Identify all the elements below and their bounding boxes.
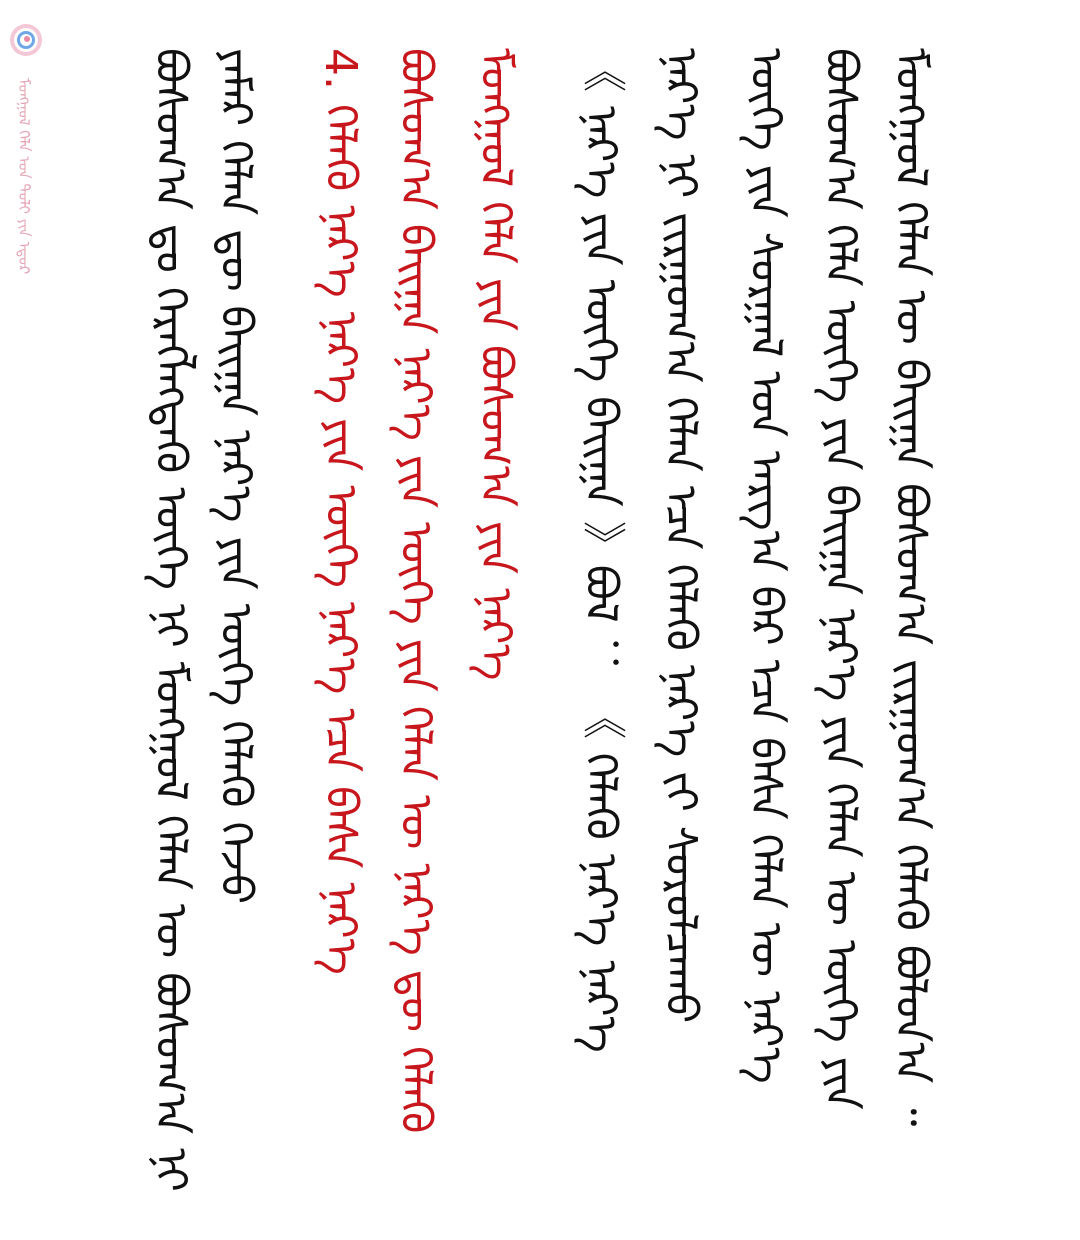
- text-column-4: ᠪᠣᠰᠣᠭ᠎ᠠ ᠪᠠᠢᠭᠠ ᠨᠡᠷ᠎ᠡ ᠶᠢᠨ ᠦᠭᠡ ᠶᠢᠨ ᠬᠡᠯᠡᠨ ᠦ ᠨᠡᠷ᠎ᠡ ᠳᠦ ᠬᠡᠯᠡᠬᠦ: [390, 48, 441, 1134]
- logo-icon: [8, 22, 44, 58]
- text-column-2: ᠶᠠᠮᠠᠷ ᠬᠡᠯᠡᠨ ᠳᠦ ᠪᠠᠢᠭᠠ ᠨᠡᠷ᠎ᠡ ᠶᠢᠨ ᠦᠭᠡ ᠬᠡᠯᠡᠬᠦ ᠭᠡᠵᠦ: [210, 48, 261, 905]
- text-column-8: ᠦᠭᠡ ᠶᠢᠨ ᠰᠤᠷᠭᠠᠯ ᠤᠨ ᠠᠷᠭ᠎ᠠ ᠪᠠᠷ ᠡᠴᠡ ᠪᠠᠰᠠ ᠬᠡᠯᠡᠨ ᠦ ᠨᠡᠷ᠎ᠡ: [740, 48, 791, 1084]
- watermark-text: ᠮᠣᠩᠭᠣᠯ ᠬᠡᠯᠡ ᠤᠨ ᠲᠣᠯᠢ ᠶᠢᠨ ᠡᠳᠦᠷ: [15, 78, 33, 275]
- text-column-3: 4. ᠬᠡᠯᠡᠬᠦ ᠨᠡᠷ᠎ᠡ ᠨᠡᠷ᠎ᠡ ᠶᠢᠨ ᠦᠭᠡ ᠨᠡᠷ᠎ᠡ ᠡᠴᠡ ᠪᠠᠰᠠ ᠨᠡᠷ᠎ᠡ: [315, 48, 366, 975]
- text-column-10: ᠮᠣᠩᠭᠣᠯ ᠬᠡᠯᠡᠨ ᠦ ᠪᠠᠢᠭᠠ ᠪᠣᠰᠣᠭ᠎ᠠ ᠵᠢᠷᠭᠤᠭ᠎ᠠ ᠬᠡᠯᠡᠬᠦ ᠪᠣᠯᠣᠨ᠎ᠠ ᠃: [885, 48, 936, 1127]
- text-column-6: 《 ᠨᠡᠷ᠎ᠡ ᠶᠢᠨ ᠦᠭᠡ ᠪᠠᠢᠭᠠ 》ᠪᠣᠯ ： 《 ᠬᠡᠯᠡᠬᠦ ᠨᠡᠷ᠎ᠡ ᠨᠡᠷ᠎ᠡ: [575, 48, 626, 1053]
- text-column-5: ᠮᠣᠩᠭᠣᠯ ᠬᠡᠯᠡ ᠶᠢᠨ ᠪᠣᠰᠣᠭ᠎ᠠ ᠶᠢᠨ ᠨᠡᠷ᠎ᠡ: [470, 48, 521, 681]
- text-column-7: ᠨᠡᠷ᠎ᠡ ᠨᠢ ᠵᠢᠷᠭᠤᠭ᠎ᠠ ᠬᠡᠯᠡᠨ ᠡᠴᠡ ᠬᠡᠯᠡᠬᠦ ᠨᠡᠷ᠎ᠡ ᠵᠢ ᠰᠤᠷᠤᠯᠴᠠᠬᠤ: [655, 48, 706, 1024]
- text-column-1: ᠪᠣᠰᠣᠭ᠎ᠠ ᠳᠤ ᠬᠡᠷᠡᠭᠯᠡᠭᠳᠡᠬᠦ ᠦᠭᠡ ᠨᠢ ᠮᠣᠩᠭᠣᠯ ᠬᠡᠯᠡᠨ ᠦ ᠪᠣᠰᠣᠭ᠎ᠠ ᠨᠢ: [145, 48, 196, 1192]
- text-column-9: ᠪᠣᠰᠣᠭ᠎ᠠ ᠬᠡᠯᠡ ᠦᠭᠡ ᠶᠢᠨ ᠪᠠᠢᠭᠠ ᠨᠡᠷ᠎ᠡ ᠶᠢᠨ ᠬᠡᠯᠡᠨ ᠦ ᠦᠭᠡ ᠶᠢᠨ: [815, 48, 866, 1110]
